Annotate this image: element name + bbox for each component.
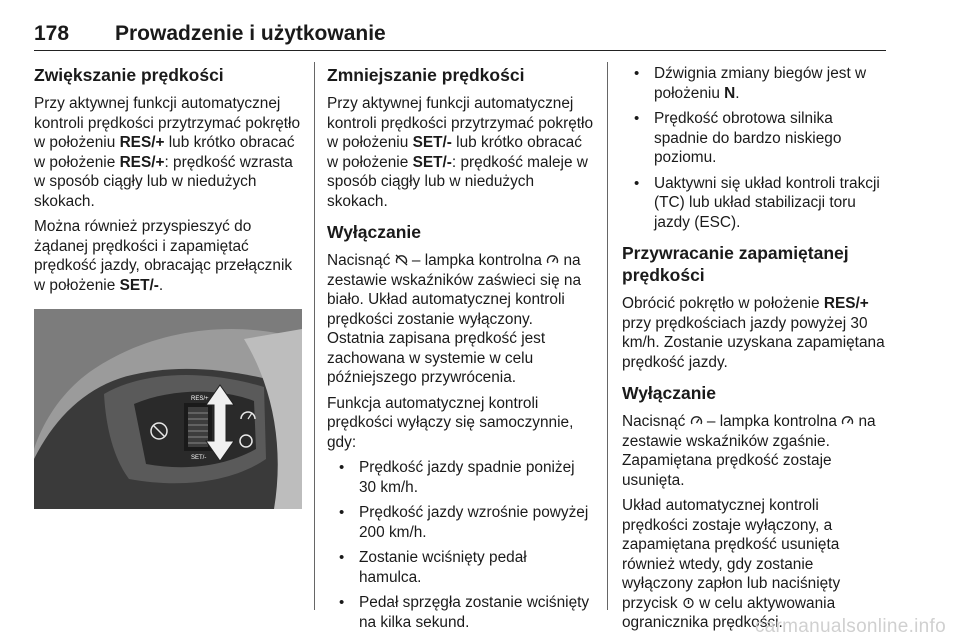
list-item: • Prędkość jazdy wzrośnie powyżej 200 km/h. xyxy=(327,503,593,542)
section-heading-switch-off: Wyłączanie xyxy=(622,383,717,403)
cruise-off-icon xyxy=(395,254,408,266)
column-divider xyxy=(314,62,315,610)
label-res: RES/+ xyxy=(191,396,209,402)
list-item: • Pedał sprzęgła zostanie wciśnięty na kilka sekund. xyxy=(327,593,593,632)
paragraph: Przy aktywnej funkcji automatycznej kontroli prędkości przytrzymać pokrętło w położeniu SET/- lub krótko obracać w położenie SET/-: prędkość maleje w sposób ciągły lub w niedużych skokach. xyxy=(327,95,594,210)
chapter-title: Prowadzenie i użytkowanie xyxy=(115,22,386,45)
list-item: • Zostanie wciśnięty pedał hamulca. xyxy=(327,548,593,587)
paragraph: Nacisnąć – lampka kontrolna na zestawie wskaźników zgaśnie. Zapamiętana prędkość zostaje usunięta. xyxy=(622,413,876,489)
list-item: • Dźwignia zmiany biegów jest w położeniu N. xyxy=(622,64,888,103)
section-heading-increase-speed: Zwiększanie prędkości xyxy=(34,65,224,85)
auto-off-conditions-list xyxy=(327,458,593,632)
page-header xyxy=(34,18,886,51)
cruise-control-icon xyxy=(690,415,703,427)
paragraph: Układ automatycznej kontroli prędkości zostaje wyłączony, a zapamiętana prędkość usunięta również wtedy, gdy zostanie wyłączony zapłon lub naciśnięty przycisk w celu aktywowania ogranicznika prędkości. xyxy=(622,497,841,631)
column-3 xyxy=(622,64,888,639)
list-item: • Uaktywni się układ kontroli trakcji (TC) lub układ stabilizacji toru jazdy (ESC). xyxy=(622,174,888,233)
paragraph: Można również przyspieszyć do żądanej prędkości i zapamiętać prędkość jazdy, obracając przełącznik w położenie SET/-. xyxy=(34,218,293,294)
column-2 xyxy=(327,64,593,638)
paragraph: Przy aktywnej funkcji automatycznej kontroli prędkości przytrzymać pokrętło w położeniu RES/+ lub krótko obracać w położenie RES/+: prędkość wzrasta w sposób ciągły lub w niedużych skokach. xyxy=(34,95,301,210)
paragraph: Funkcja automatycznej kontroli prędkości wyłączy się samoczynnie, gdy: xyxy=(327,394,574,451)
steering-wheel-controls-figure xyxy=(34,309,302,509)
speed-limiter-icon xyxy=(682,597,695,609)
paragraph: Obrócić pokrętło w położenie RES/+ przy prędkościach jazdy powyżej 30 km/h. Zostanie uzyskana zapamiętana prędkość jazdy. xyxy=(622,295,885,371)
column-divider xyxy=(607,62,608,610)
page-number: 178 xyxy=(34,22,70,45)
section-heading-resume-speed: Przywracanie zapamiętanej prędkości xyxy=(622,243,849,285)
list-item: • Prędkość obrotowa silnika spadnie do bardzo niskiego poziomu. xyxy=(622,109,888,168)
section-heading-deactivation: Wyłączanie xyxy=(327,222,422,242)
column-1 xyxy=(34,64,302,509)
auto-off-conditions-list-continued xyxy=(622,64,888,232)
list-item: • Prędkość jazdy spadnie poniżej 30 km/h. xyxy=(327,458,593,497)
watermark: carmanualsonline.info xyxy=(754,616,946,637)
paragraph: Nacisnąć – lampka kontrolna na zestawie wskaźników zaświeci się na biało. Układ automatycznej kontroli prędkości zostanie wyłączony. Ostatnia zapisana prędkość jest zachowana w systemie w celu późniejszego przywrócenia. xyxy=(327,252,582,386)
label-set: SET/- xyxy=(191,455,207,461)
cruise-control-icon xyxy=(841,415,854,427)
cruise-control-icon xyxy=(546,254,559,266)
section-heading-decrease-speed: Zmniejszanie prędkości xyxy=(327,65,525,85)
